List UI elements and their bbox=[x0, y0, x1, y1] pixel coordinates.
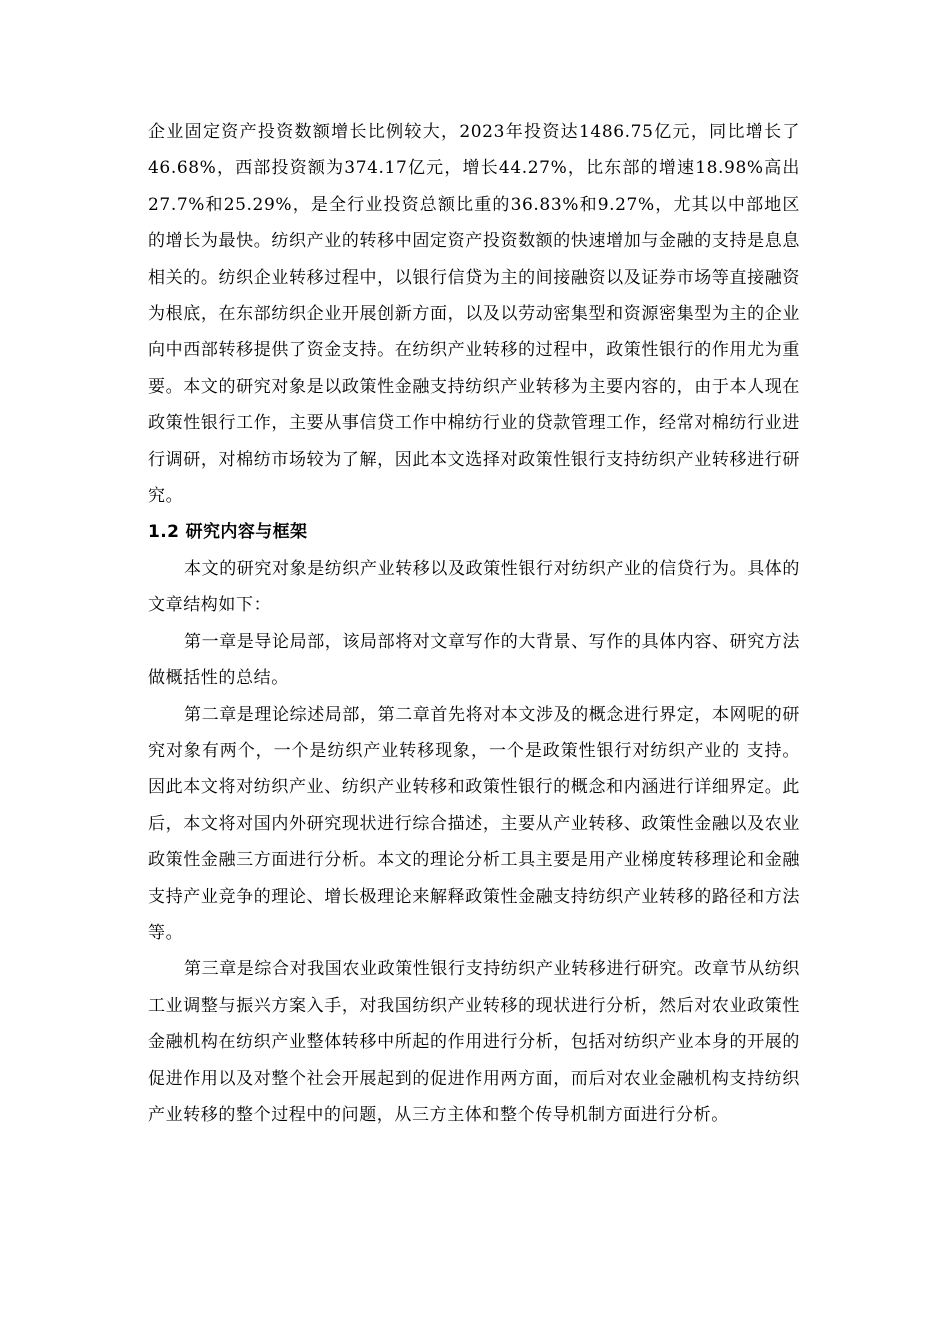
paragraph-chapter-two: 第二章是理论综述局部，第二章首先将对本文涉及的概念进行界定，本网呢的研究对象有两个，一个是纺织产业转移现象，一个是政策性银行对纺织产业的 支持。因此本文将对纺织产业、纺织产业转移和政策性银行的概念和内涵进行详细界定。此后，本文将对国内外研究现状进行综合描述，主要从产业转移、政策性金融以及农业政策性金融三方面进行分析。本文的理论分析工具主要是用产业梯度转移理论和金融支持产业竞争的理论、增长极理论来解释政策性金融支持纺织产业转移的路径和方法等。 bbox=[148, 704, 800, 943]
paragraph-continued: 企业固定资产投资数额增长比例较大，2023年投资达1486.75亿元，同比增长了46.68%，西部投资额为374.17亿元，增长44.27%，比东部的增速18.98%高出27.7%和25.29%，是全行业投资总额比重的36.83%和9.27%，尤其以中部地区的增长为最快。纺织产业的转移中固定资产投资数额的快速增加与金融的支持是息息相关的。纺织企业转移过程中，以银行信贷为主的间接融资以及证券市场等直接融资为根底，在东部纺织企业开展创新方面，以及以劳动密集型和资源密集型为主的企业向中西部转移提供了资金支持。在纺织产业转移的过程中，政策性银行的作用尤为重要。本文的研究对象是以政策性金融支持纺织产业转移为主要内容的，由于本人现在政策性银行工作，主要从事信贷工作中棉纺行业的贷款管理工作，经常对棉纺行业进行调研，对棉纺市场较为了解，因此本文选择对政策性银行支持纺织产业转移进行研究。 bbox=[148, 122, 800, 507]
section-heading: 1.2 研究内容与框架 bbox=[148, 522, 308, 543]
document-body bbox=[148, 114, 800, 1133]
paragraph-research-object: 本文的研究对象是纺织产业转移以及政策性银行对纺织产业的信贷行为。具体的文章结构如下： bbox=[148, 558, 800, 616]
paragraph-chapter-one: 第一章是导论局部，该局部将对文章写作的大背景、写作的具体内容、研究方法做概括性的总结。 bbox=[148, 631, 800, 689]
paragraph-chapter-three: 第三章是综合对我国农业政策性银行支持纺织产业转移进行研究。改章节从纺织工业调整与振兴方案入手，对我国纺织产业转移的现状进行分析，然后对农业政策性金融机构在纺织产业整体转移中所起的作用进行分析，包括对纺织产业本身的开展的促进作用以及对整个社会开展起到的促进作用两方面，而后对农业金融机构支持纺织产业转移的整个过程中的问题，从三方主体和整个传导机制方面进行分析。 bbox=[148, 959, 800, 1125]
